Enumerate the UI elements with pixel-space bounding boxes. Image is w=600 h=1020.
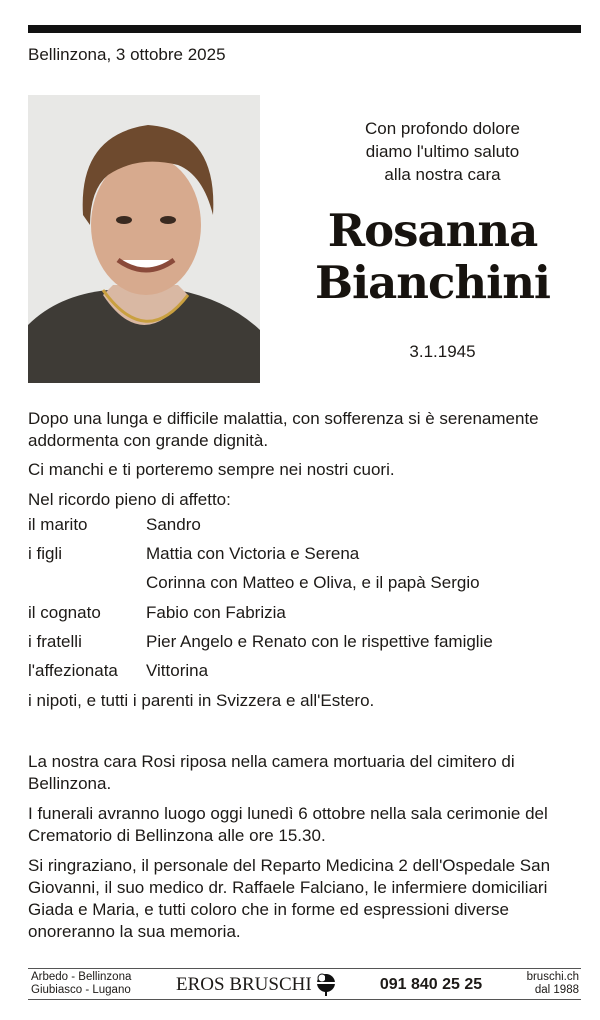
body-paragraph: Ci manchi e ti porteremo sempre nei nostri cuori. <box>28 460 395 479</box>
intro-line: alla nostra cara <box>384 165 501 184</box>
family-names: Mattia con Victoria e Serena <box>146 544 360 564</box>
location-line: Arbedo - Bellinzona <box>31 971 132 983</box>
body-paragraph: Nel ricordo pieno di affetto: <box>28 489 231 509</box>
top-rule <box>28 25 581 33</box>
family-relation: i fratelli <box>28 632 82 652</box>
family-relation: il marito <box>28 514 88 534</box>
funeral-paragraph: La nostra cara Rosi riposa nella camera mortuaria del cimitero di Bellinzona. <box>28 752 515 793</box>
family-row <box>28 510 578 539</box>
family-row <box>28 656 578 685</box>
funeral-info <box>28 751 578 951</box>
notice-body <box>28 408 578 715</box>
family-row <box>28 539 578 568</box>
relatives-line: i nipoti, e tutti i parenti in Svizzera e all'Estero. <box>28 690 375 710</box>
family-relation: il cognato <box>28 602 101 622</box>
last-name: Bianchini <box>314 256 551 309</box>
family-names: Pier Angelo e Renato con le rispettive famiglie <box>146 632 493 652</box>
family-names: Sandro <box>146 514 201 534</box>
family-names: Vittorina <box>146 661 209 681</box>
brand-name: EROS BRUSCHI <box>176 973 312 995</box>
phone-number: 091 840 25 25 <box>379 975 483 993</box>
family-row <box>28 569 578 598</box>
footer-website <box>501 971 581 997</box>
thanks-paragraph: Si ringraziano, il personale del Reparto Medicina 2 dell'Ospedale San Giovanni, il suo medico dr. Raffaele Falciano, le infermiere domiciliari Giada e Maria, e tutti coloro che in forme ed espressioni diverse onoreranno la sua memoria. <box>28 856 551 941</box>
place-date: Bellinzona, 3 ottobre 2025 <box>28 45 226 64</box>
first-name: Rosanna <box>327 204 538 257</box>
intro-line: Con profondo dolore <box>364 119 520 138</box>
location-line: Giubiasco - Lugano <box>31 984 131 996</box>
body-paragraph: Dopo una lunga e difficile malattia, con sofferenza si è serenamente addormenta con grande dignità. <box>28 409 539 450</box>
brand-logo <box>176 972 356 996</box>
family-names: Corinna con Matteo e Oliva, e il papà Sergio <box>146 573 480 593</box>
family-relation: l'affezionata <box>28 661 118 681</box>
family-names: Fabio con Fabrizia <box>146 602 286 622</box>
family-row <box>28 598 578 627</box>
intro-text <box>300 117 585 186</box>
funeral-home-footer <box>28 968 581 1000</box>
deceased-name <box>290 205 575 309</box>
birth-date: 3.1.1945 <box>409 342 476 361</box>
family-row <box>28 627 578 656</box>
funeral-paragraph: I funerali avranno luogo oggi lunedì 6 ottobre nella sala cerimonie del Crematorio di Bellinzona alle ore 15.30. <box>28 804 548 845</box>
cross-logo-icon <box>315 972 337 996</box>
intro-line: diamo l'ultimo saluto <box>365 142 520 161</box>
family-relation: i figli <box>28 544 63 564</box>
footer-locations <box>28 971 176 997</box>
since-year: dal 1988 <box>534 984 579 996</box>
portrait-photo <box>28 95 260 383</box>
website: bruschi.ch <box>526 971 579 983</box>
